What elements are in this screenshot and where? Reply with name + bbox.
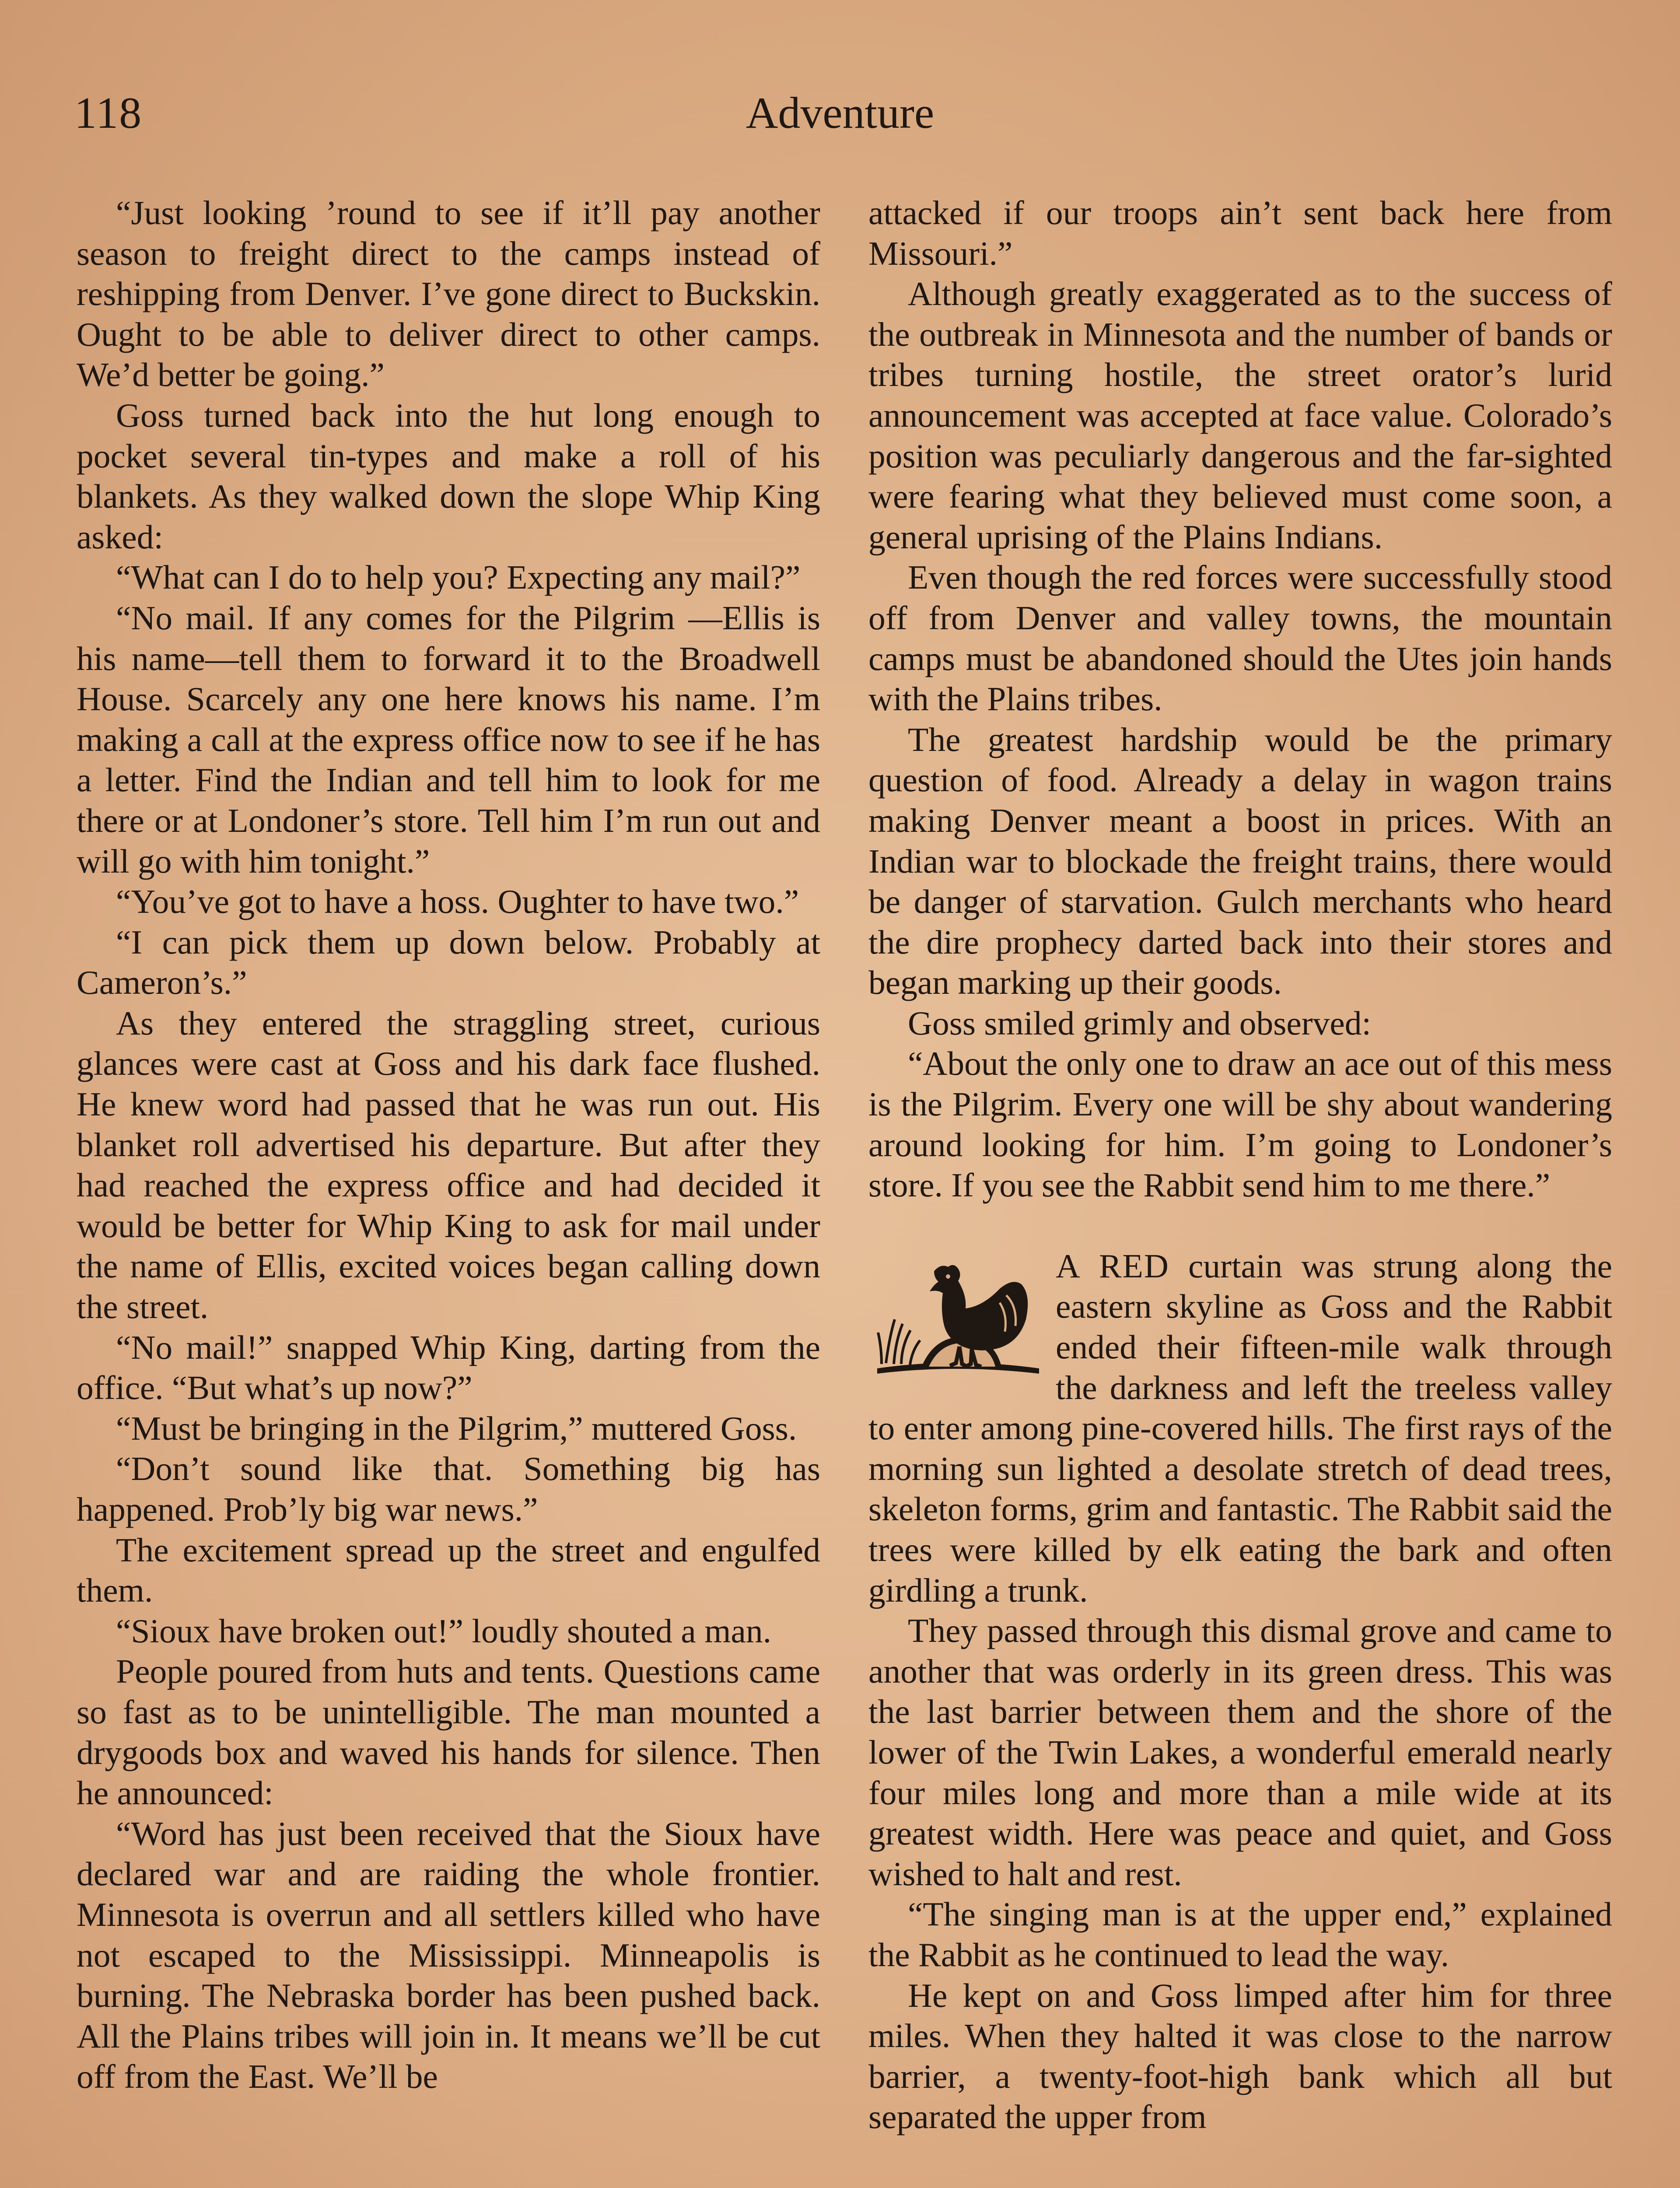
paragraph-body: curtain was strung along the eastern skyline as Goss and the Rabbit ended their fifteen-mile walk through the darkness and left the treeless valley to enter among pine-covered hills. The first rays of the morning sun lighted a desolate stretch of dead trees, skeleton forms, grim and fantastic. The Rabbit said the trees were killed by elk eating the bark and often girdling a trunk. <box>868 1247 1612 1609</box>
paragraph: “What can I do to help you? Expecting any mail?” <box>116 558 801 596</box>
paragraph: People poured from huts and tents. Questions came so fast as to be unintelligible. The man mounted a drygoods box and waved his hands for silence. Then he announced: <box>77 1652 820 1812</box>
paragraph: Although greatly exaggerated as to the success of the outbreak in Minnesota and the number of bands or tribes turning hostile, the street orator’s lurid announcement was accepted at face value. Colorado’s position was peculiarly dangerous and the far-sighted were fearing what they believed must come soon, a general uprising of the Plains Indians. <box>868 275 1612 556</box>
rooster-ornament-icon <box>868 1254 1043 1385</box>
paragraph: attacked if our troops ain’t sent back here from Missouri.” <box>868 194 1612 272</box>
text-columns <box>77 193 1612 2188</box>
paragraph: “You’ve got to have a hoss. Oughter to have two.” <box>116 883 799 921</box>
paragraph: Even though the red forces were successfully stood off from Denver and valley towns, the mountain camps must be abandoned should the Utes join hands with the Plains tribes. <box>868 558 1612 718</box>
section-opening-paragraph <box>868 1246 1612 1610</box>
drop-lead-text: A RED <box>1056 1247 1169 1285</box>
paragraph: As they entered the straggling street, curious glances were cast at Goss and his dark face flushed. He knew word had passed that he was run out. His blanket roll advertised his departure. But after they had reached the express office and had decided it would be better for Whip King to ask for mail under the name of Ellis, excited voices began calling down the street. <box>77 1004 820 1326</box>
paragraph: “Must be bringing in the Pilgrim,” muttered Goss. <box>116 1409 797 1447</box>
paragraph: “The singing man is at the upper end,” explained the Rabbit as he continued to lead the way. <box>868 1895 1612 1974</box>
paragraph: The greatest hardship would be the primary question of food. Already a delay in wagon trains making Denver meant a boost in prices. With an Indian war to blockade the freight trains, there would be danger of starvation. Gulch merchants who heard the dire prophecy darted back into their stores and began marking up their goods. <box>868 720 1612 1002</box>
paragraph: “I can pick them up down below. Probably at Cameron’s.” <box>77 923 820 1002</box>
paragraph: “Sioux have broken out!” loudly shouted a man. <box>116 1612 772 1650</box>
paragraph: Goss turned back into the hut long enough to pocket several tin-types and make a roll of his blankets. As they walked down the slope Whip King asked: <box>77 396 820 556</box>
right-column <box>868 193 1612 2188</box>
paragraph: Goss smiled grimly and observed: <box>908 1004 1372 1042</box>
paragraph: “No mail!” snapped Whip King, darting from the office. “But what’s up now?” <box>77 1328 820 1407</box>
paragraph: They passed through this dismal grove and came to another that was orderly in its green dress. This was the last barrier between them and the shore of the lower of the Twin Lakes, a wonderful emerald nearly four miles long and more than a mile wide at its greatest width. Here was peace and quiet, and Goss wished to halt and rest. <box>868 1612 1612 1893</box>
section-break <box>868 1206 1612 1246</box>
paragraph: “Word has just been received that the Sioux have declared war and are raiding the whole frontier. Minnesota is overrun and all settlers killed who have not escaped to the Mississippi. Minneapolis is burning. The Nebraska border has been pushed back. All the Plains tribes will join in. It means we’ll be cut off from the East. We’ll be <box>77 1814 820 2096</box>
paragraph: “Just looking ’round to see if it’ll pay another season to freight direct to the camps instead of reshipping from Denver. I’ve gone direct to Buckskin. Ought to be able to deliver direct to other camps. We’d better be going.” <box>77 194 820 394</box>
paragraph: “About the only one to draw an ace out of this mess is the Pilgrim. Every one will be shy about wandering around looking for him. I’m going to Londoner’s store. If you see the Rabbit send him to me there.” <box>868 1045 1612 1204</box>
paragraph: “Don’t sound like that. Something big has happened. Prob’ly big war news.” <box>77 1450 820 1528</box>
left-column <box>77 193 820 2188</box>
running-title: Adventure <box>746 88 934 138</box>
paragraph: “No mail. If any comes for the Pilgrim —Ellis is his name—tell them to forward it to the Broadwell House. Scarcely any one here knows his name. I’m making a call at the express office now to see if he has a letter. Find the Indian and tell him to look for me there or at Londoner’s store. Tell him I’m run out and will go with him tonight.” <box>77 599 820 880</box>
page-header <box>74 88 1606 149</box>
paragraph: The excitement spread up the street and engulfed them. <box>77 1531 820 1609</box>
paragraph: He kept on and Goss limped after him for three miles. When they halted it was close to the narrow barrier, a twenty-foot-high bank which all but separated the upper from <box>868 1976 1612 2136</box>
page-number: 118 <box>74 88 143 138</box>
